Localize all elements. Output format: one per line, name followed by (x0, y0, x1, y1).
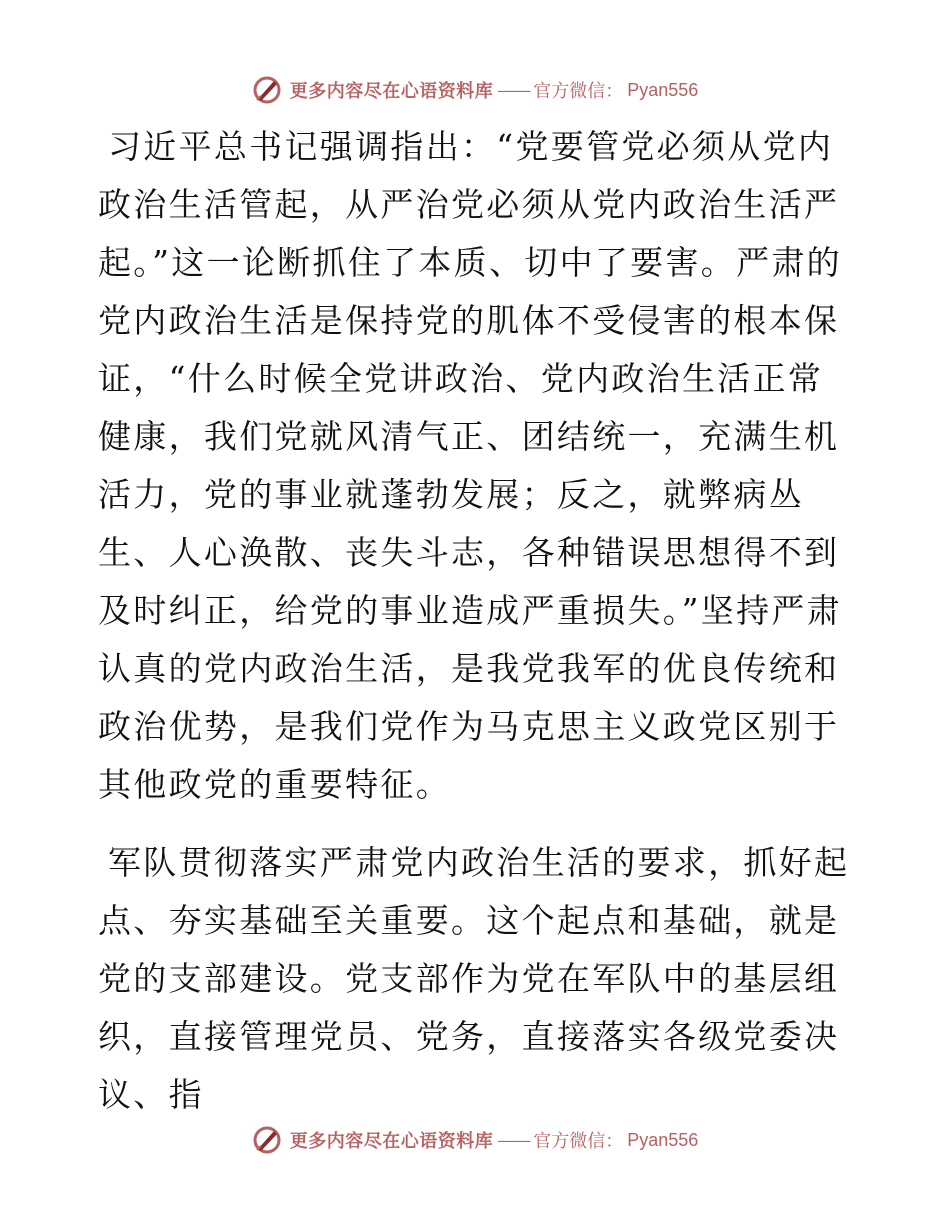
footer-account: Pyan556 (627, 1129, 699, 1150)
quill-logo-icon (252, 1125, 282, 1155)
paragraph-1: 习近平总书记强调指出：“党要管党必须从党内政治生活管起，从严治党必须从党内政治生活严起。”这一论断抓住了本质、切中了要害。严肃的党内政治生活是保持党的肌体不受侵害的根本保证，“什么时候全党讲政治、党内政治生活正常健康，我们党就风清气正、团结统一，充满生机活力，党的事业就蓬勃发展；反之，就弊病丛生、人心涣散、丧失斗志，各种错误思想得不到及时纠正，给党的事业造成严重损失。”坚持严肃认真的党内政治生活，是我党我军的优良传统和政治优势，是我们党作为马克思主义政党区别于其他政党的重要特征。 (98, 127, 842, 804)
header-label: 官方微信： (533, 81, 624, 102)
quill-logo-icon (252, 75, 282, 105)
header-brand: 更多内容尽在心语资料库 (289, 81, 494, 102)
footer-watermark (0, 1120, 950, 1160)
document-body (98, 118, 850, 1124)
header-watermark (0, 70, 950, 110)
header-separator: —— (497, 79, 530, 101)
footer-separator: —— (497, 1129, 530, 1151)
header-account: Pyan556 (627, 79, 699, 100)
paragraph-2: 军队贯彻落实严肃党内政治生活的要求，抓好起点、夯实基础至关重要。这个起点和基础，就是党的支部建设。党支部作为党在军队中的基层组织，直接管理党员、党务，直接落实各级党委决议、指 (98, 843, 850, 1114)
footer-label: 官方微信： (533, 1131, 624, 1152)
footer-brand: 更多内容尽在心语资料库 (289, 1131, 494, 1152)
